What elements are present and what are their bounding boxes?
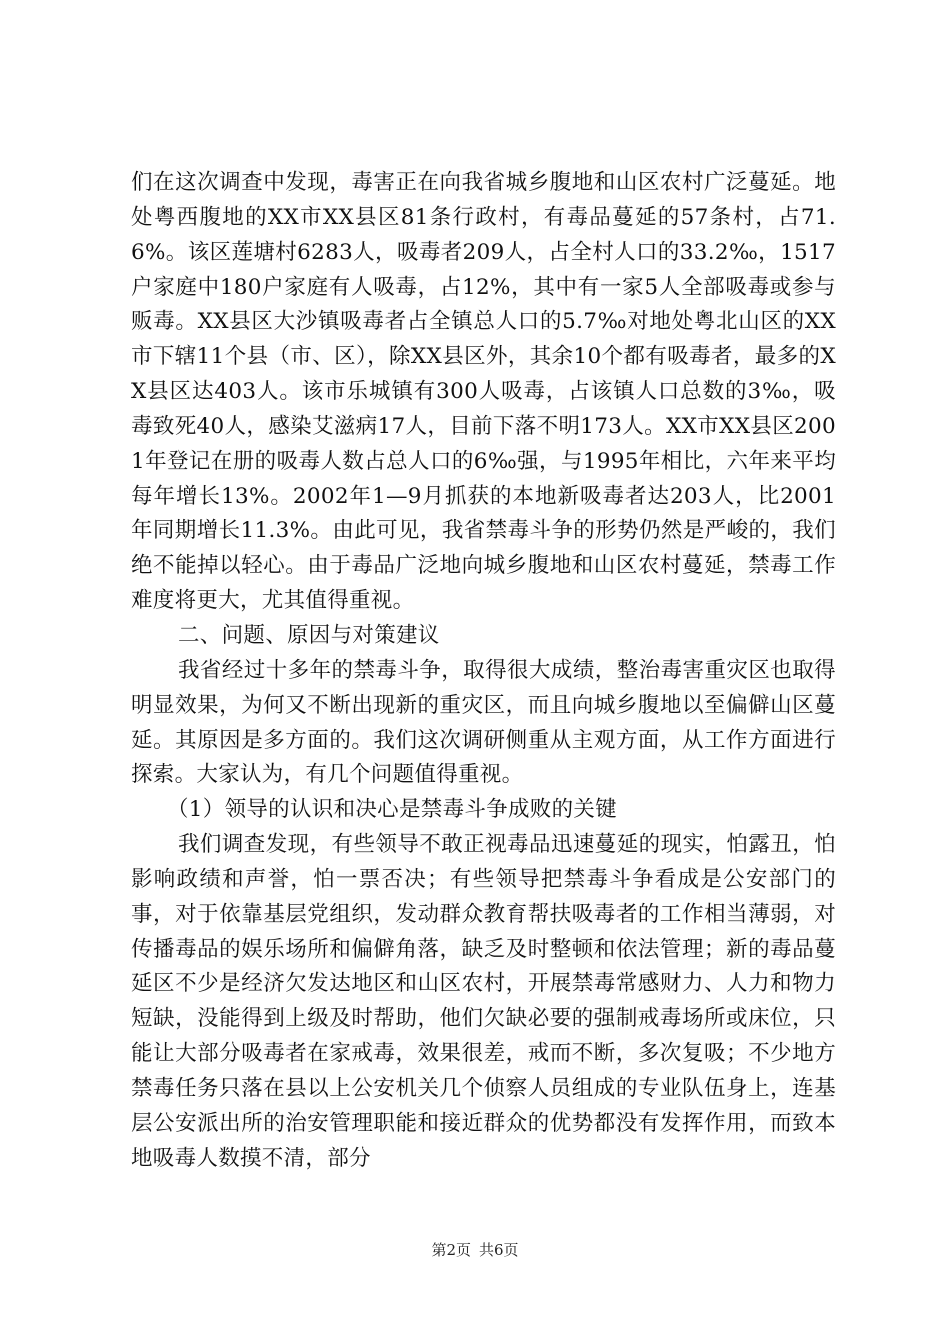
page-footer bbox=[0, 1240, 950, 1260]
paragraph-drug-spread-survey: 们在这次调查中发现，毒害正在向我省城乡腹地和山区农村广泛蔓延。地处粤西腹地的XX市XX县区81条行政村，有毒品蔓延的57条村，占71.6%。该区莲塘村6283人，吸毒者209人，占全村人口的33.2‰，1517户家庭中180户家庭有人吸毒，占12%，其中有一家5人全部吸毒或参与贩毒。XX县区大沙镇吸毒者占全镇总人口的5.7‰对地处粤北山区的XX市下辖11个县（市、区），除XX县区外，其余10个都有吸毒者，最多的XX县区达403人。该市乐城镇有300人吸毒，占该镇人口总数的3‰，吸毒致死40人，感染艾滋病17人，目前下落不明173人。XX市XX县区2001年登记在册的吸毒人数占总人口的6‰强，与1995年相比，六年来平均每年增长13%。2002年1—9月抓获的本地新吸毒者达203人，比2001年同期增长11.3%。由此可见，我省禁毒斗争的形势仍然是严峻的，我们绝不能掉以轻心。由于毒品广泛地向城乡腹地和山区农村蔓延，禁毒工作难度将更大，尤其值得重视。 bbox=[131, 170, 836, 614]
page-number-current: 第2页 bbox=[431, 1241, 471, 1259]
paragraph-causes: 我省经过十多年的禁毒斗争，取得很大成绩，整治毒害重灾区也取得明显效果，为何又不断出现新的重灾区，而且向城乡腹地以至偏僻山区蔓延。其原因是多方面的。我们这次调研侧重从主观方面，从工作方面进行探索。大家认为，有几个问题值得重视。 bbox=[131, 657, 836, 788]
document-body bbox=[131, 166, 836, 1176]
section-heading-problems: 二、问题、原因与对策建议 bbox=[178, 622, 440, 648]
paragraph-leadership-findings: 我们调查发现，有些领导不敢正视毒品迅速蔓延的现实，怕露丑，怕影响政绩和声誉，怕一票否决；有些领导把禁毒斗争看成是公安部门的事，对于依靠基层党组织，发动群众教育帮扶吸毒者的工作相当薄弱，对传播毒品的娱乐场所和偏僻角落，缺乏及时整顿和依法管理；新的毒品蔓延区不少是经济欠发达地区和山区农村，开展禁毒常感财力、人力和物力短缺，没能得到上级及时帮助，他们欠缺必要的强制戒毒场所或床位，只能让大部分吸毒者在家戒毒，效果很差，戒而不断，多次复吸；不少地方禁毒任务只落在县以上公安机关几个侦察人员组成的专业队伍身上，连基层公安派出所的治安管理职能和接近群众的优势都没有发挥作用，而致本地吸毒人数摸不清，部分 bbox=[131, 832, 836, 1171]
page-number-total: 共6页 bbox=[479, 1241, 519, 1259]
subheading-leadership: （1）领导的认识和决心是禁毒斗争成败的关键 bbox=[167, 797, 617, 823]
